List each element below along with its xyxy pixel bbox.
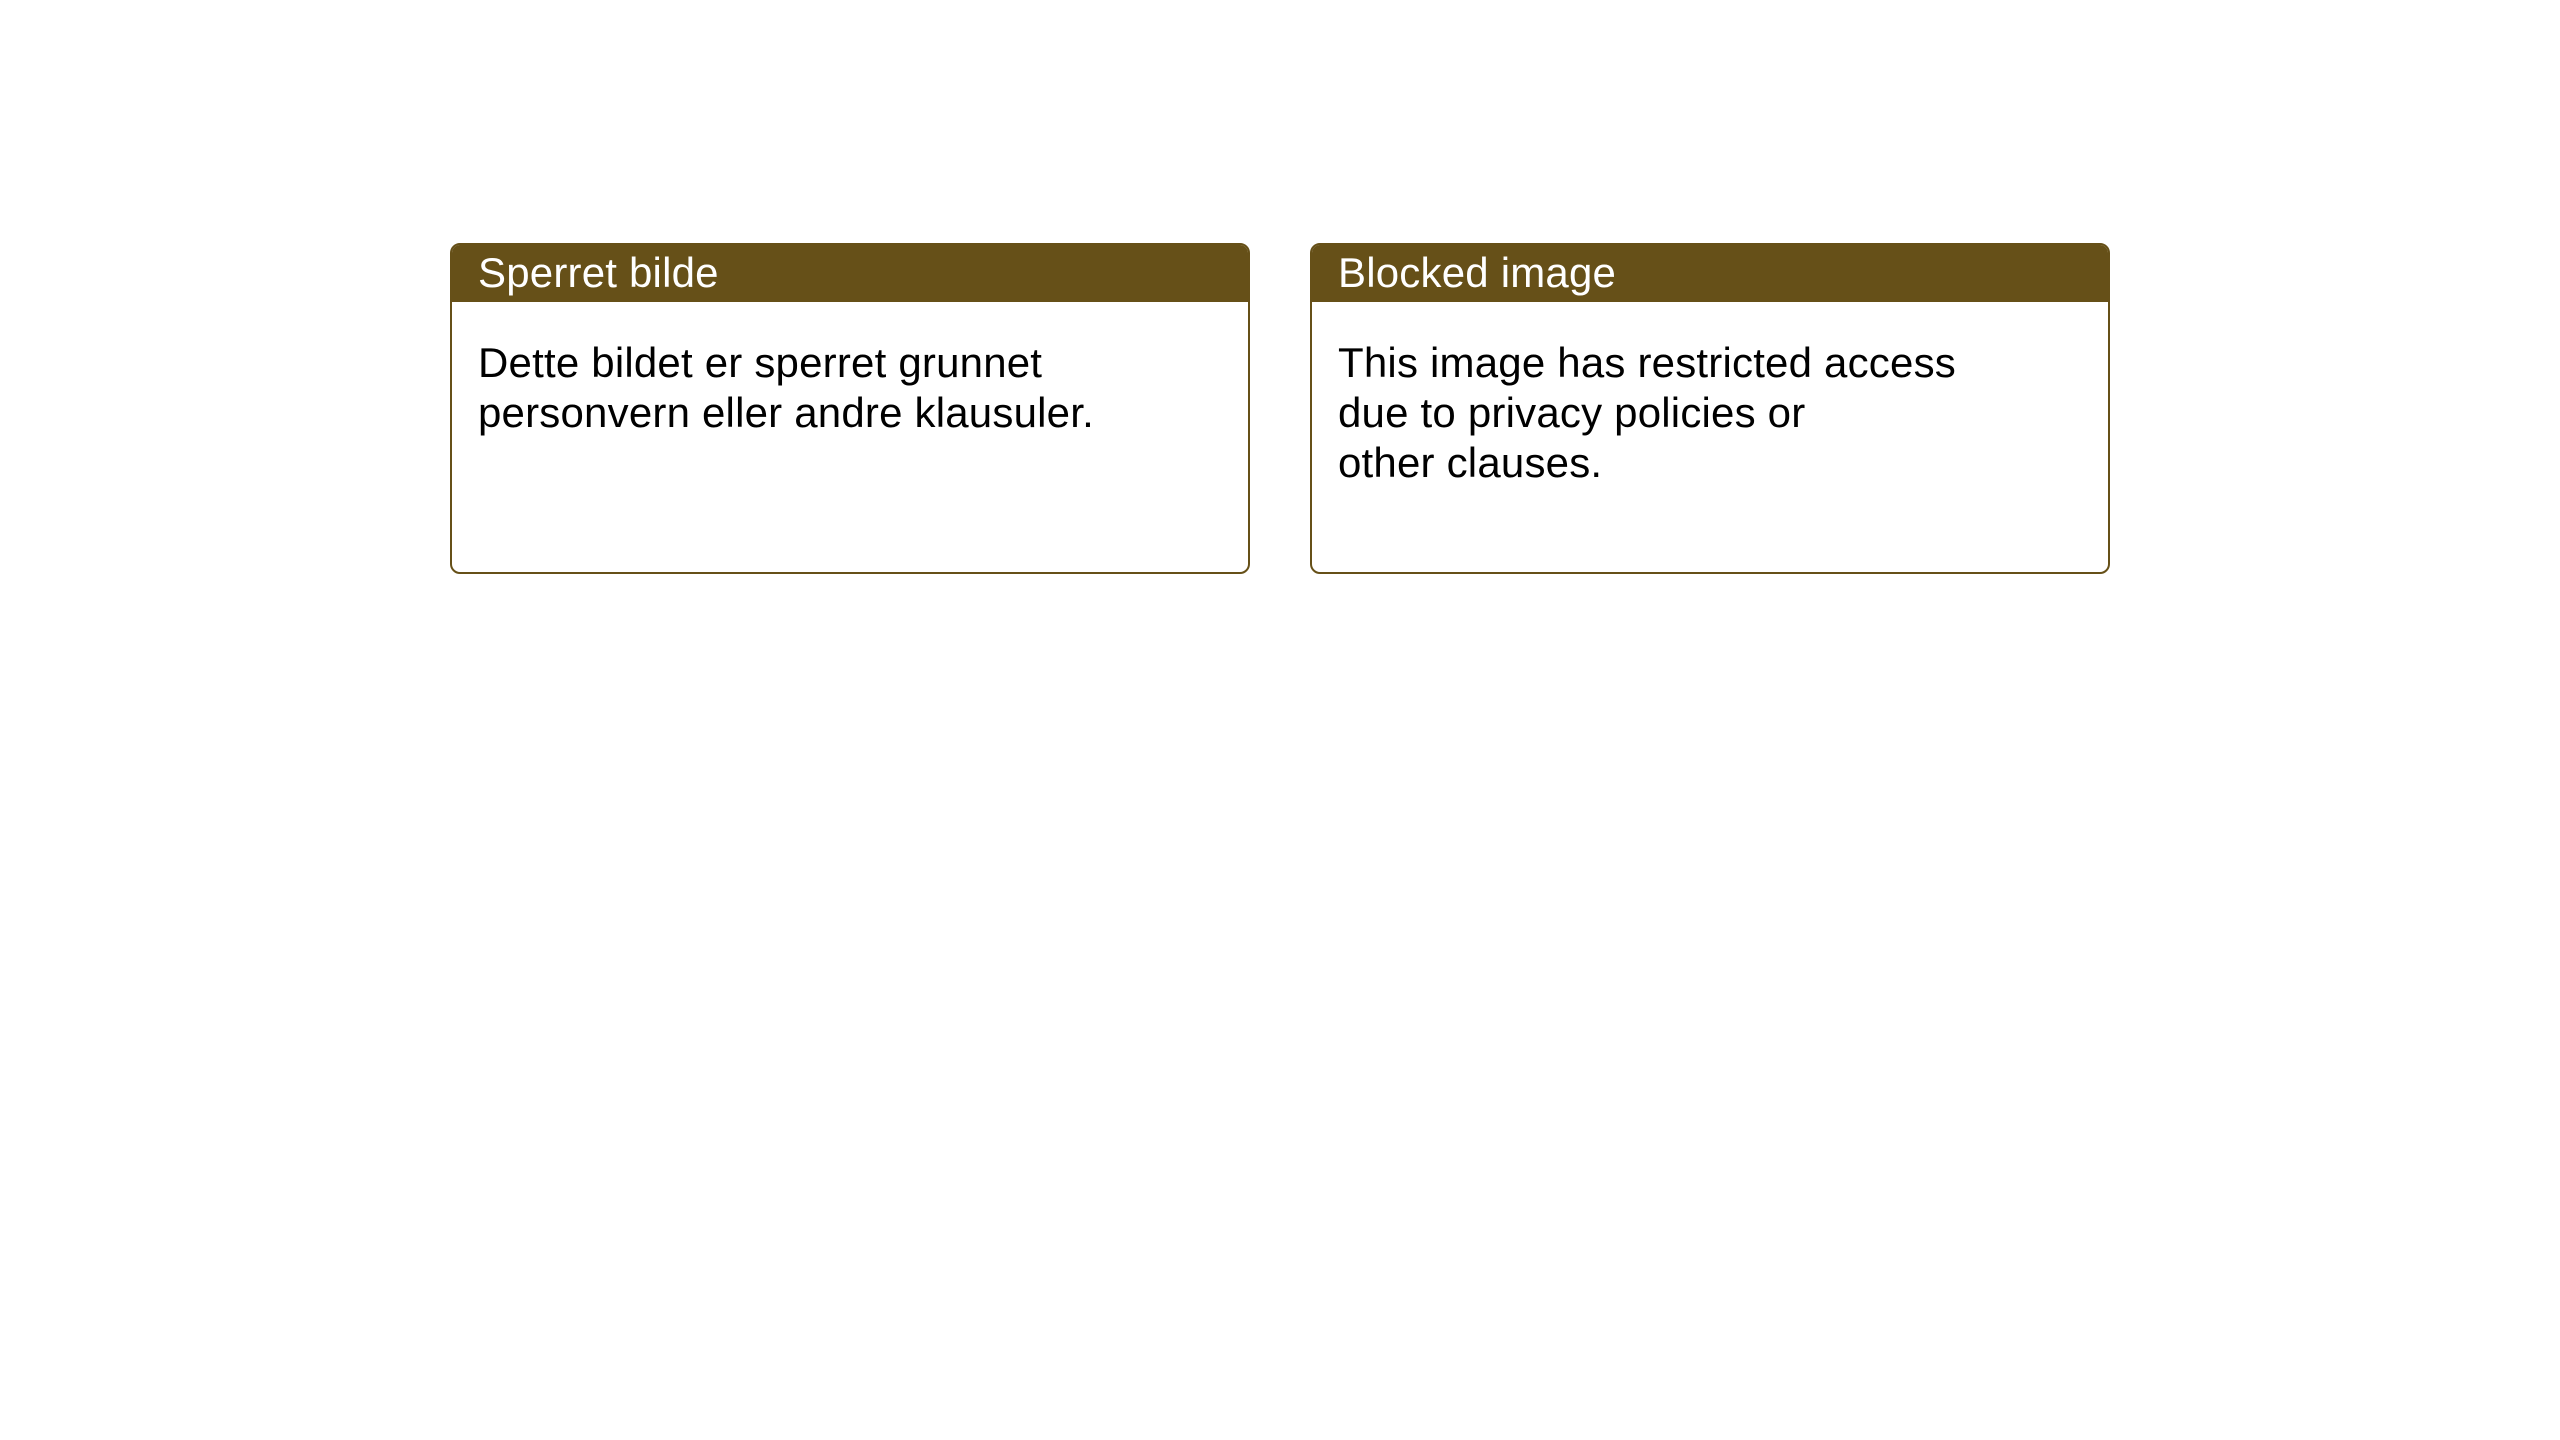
card-body-line: other clauses. — [1338, 438, 1603, 486]
card-header — [1312, 245, 2108, 302]
card-body — [452, 302, 1248, 438]
card-title: Blocked image — [1338, 249, 1617, 297]
card-body-line: due to privacy policies or — [1338, 388, 1806, 436]
blocked-image-card-english — [1310, 243, 2110, 574]
blocked-image-card-norwegian — [450, 243, 1250, 574]
card-header — [452, 245, 1248, 302]
card-title: Sperret bilde — [478, 249, 719, 297]
card-body-line: personvern eller andre klausuler. — [478, 388, 1094, 436]
blocked-image-notices — [450, 243, 2110, 574]
card-body-line: This image has restricted access — [1338, 338, 1956, 386]
card-body — [1312, 302, 2108, 488]
card-body-line: Dette bildet er sperret grunnet — [478, 338, 1043, 386]
